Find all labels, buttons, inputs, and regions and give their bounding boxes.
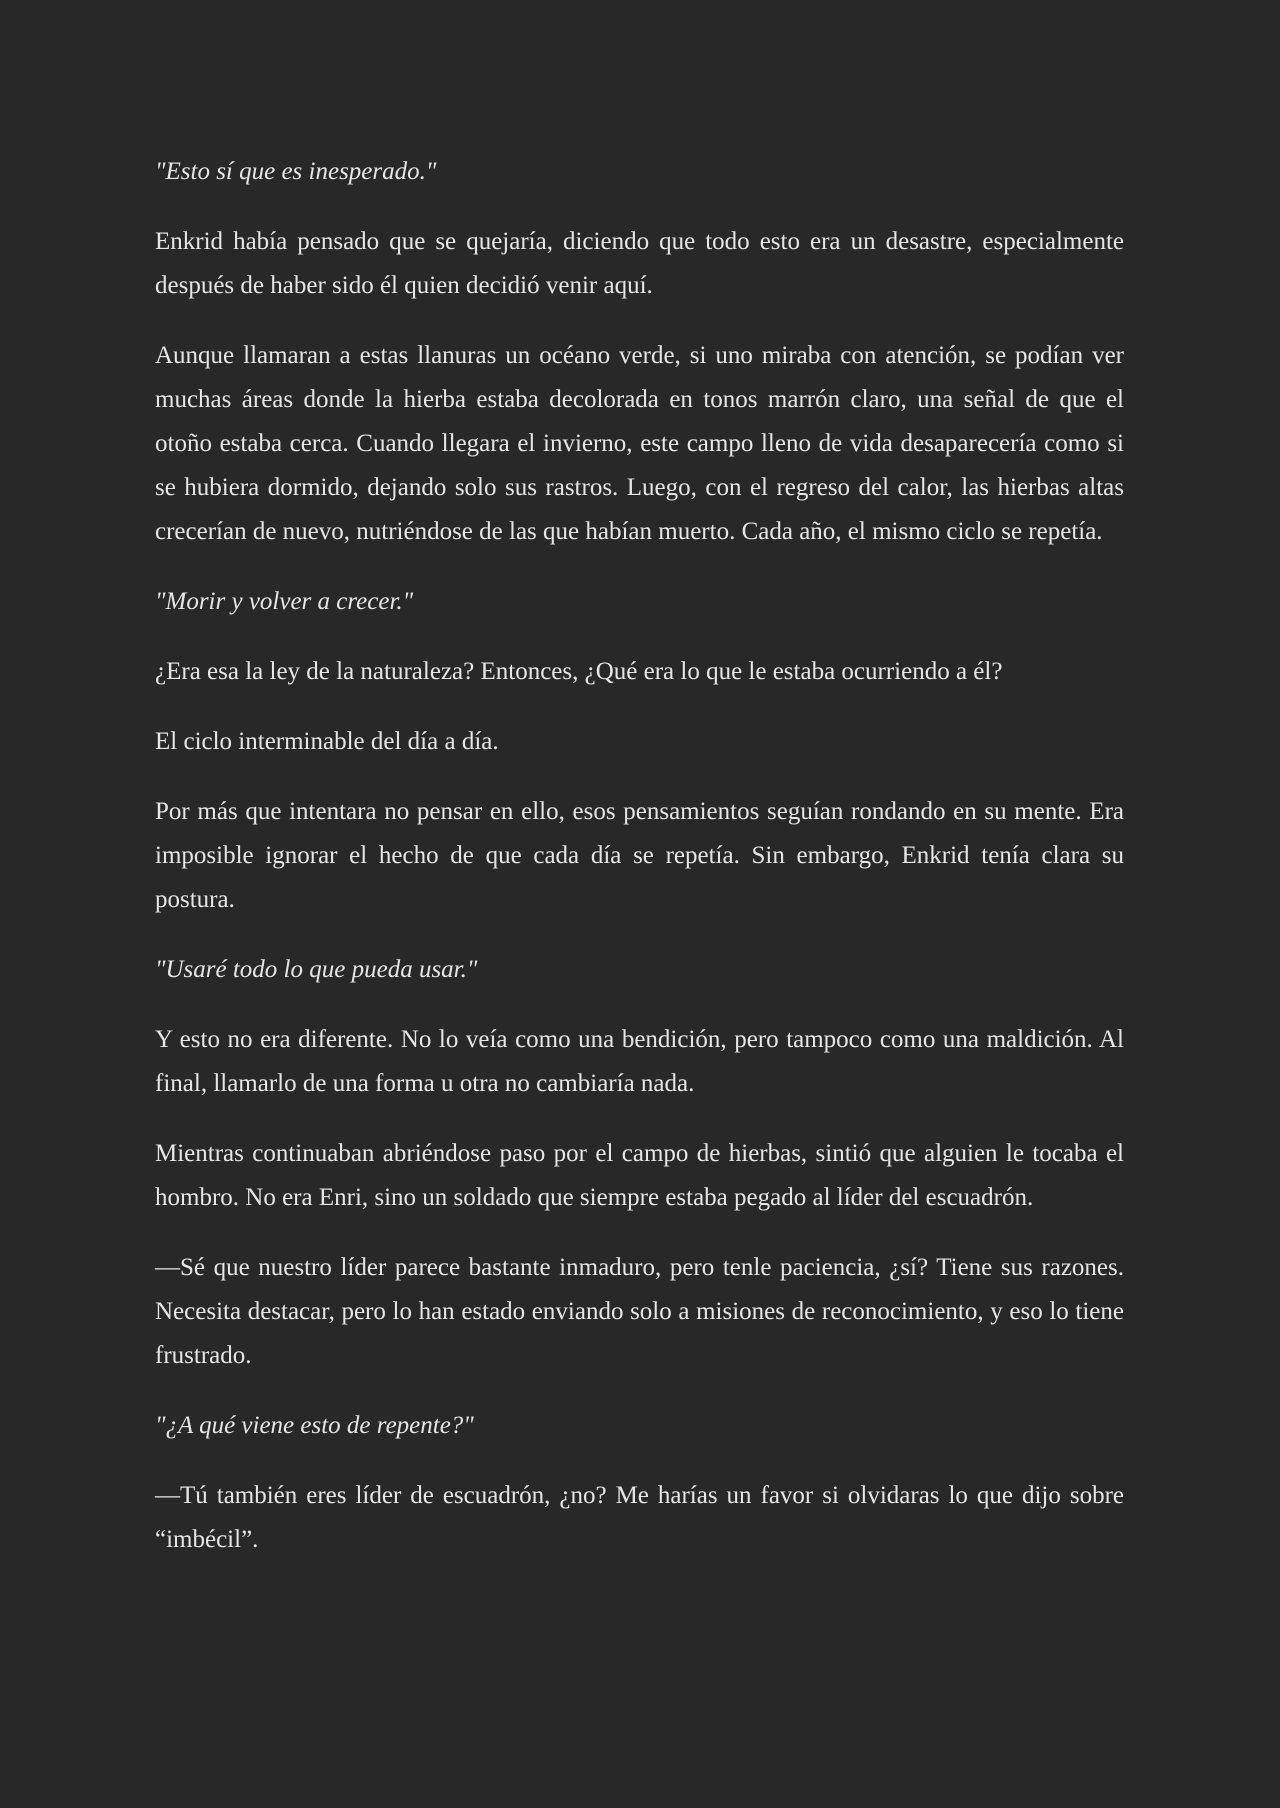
paragraph-thought: "Morir y volver a crecer." xyxy=(155,588,414,615)
paragraph: ¿Era esa la ley de la naturaleza? Entonces, ¿Qué era lo que le estaba ocurriendo a él? xyxy=(155,658,1003,685)
paragraph: Por más que intentara no pensar en ello, esos pensamientos seguían rondando en su mente. Era imposible ignorar el hecho de que cada día se repetía. Sin embargo, Enkrid tenía clara su postura. xyxy=(155,798,1124,913)
paragraph: Aunque llamaran a estas llanuras un océano verde, si uno miraba con atención, se podían ver muchas áreas donde la hierba estaba decolorada en tonos marrón claro, una señal de que el otoño estaba cerca. Cuando llegara el invierno, este campo lleno de vida desaparecería como si se hubiera dormido, dejando solo sus rastros. Luego, con el regreso del calor, las hierbas altas crecerían de nuevo, nutriéndose de las que habían muerto. Cada año, el mismo ciclo se repetía. xyxy=(155,342,1124,545)
paragraph-dialogue: —Tú también eres líder de escuadrón, ¿no? Me harías un favor si olvidaras lo que dijo sobre “imbécil”. xyxy=(155,1482,1124,1553)
paragraph-thought: "Usaré todo lo que pueda usar." xyxy=(155,956,478,983)
paragraph: Y esto no era diferente. No lo veía como una bendición, pero tampoco como una maldición. Al final, llamarlo de una forma u otra no cambiaría nada. xyxy=(155,1026,1124,1097)
paragraph-thought: "Esto sí que es inesperado." xyxy=(155,158,437,185)
paragraph: Mientras continuaban abriéndose paso por el campo de hierbas, sintió que alguien le tocaba el hombro. No era Enri, sino un soldado que siempre estaba pegado al líder del escuadrón. xyxy=(155,1140,1124,1211)
paragraph: Enkrid había pensado que se quejaría, diciendo que todo esto era un desastre, especialmente después de haber sido él quien decidió venir aquí. xyxy=(155,228,1124,299)
reading-page xyxy=(155,150,1124,1588)
paragraph-dialogue: —Sé que nuestro líder parece bastante inmaduro, pero tenle paciencia, ¿sí? Tiene sus razones. Necesita destacar, pero lo han estado enviando solo a misiones de reconocimiento, y eso lo tiene frustrado. xyxy=(155,1254,1124,1369)
paragraph-thought: "¿A qué viene esto de repente?" xyxy=(155,1412,474,1439)
paragraph: El ciclo interminable del día a día. xyxy=(155,728,499,755)
